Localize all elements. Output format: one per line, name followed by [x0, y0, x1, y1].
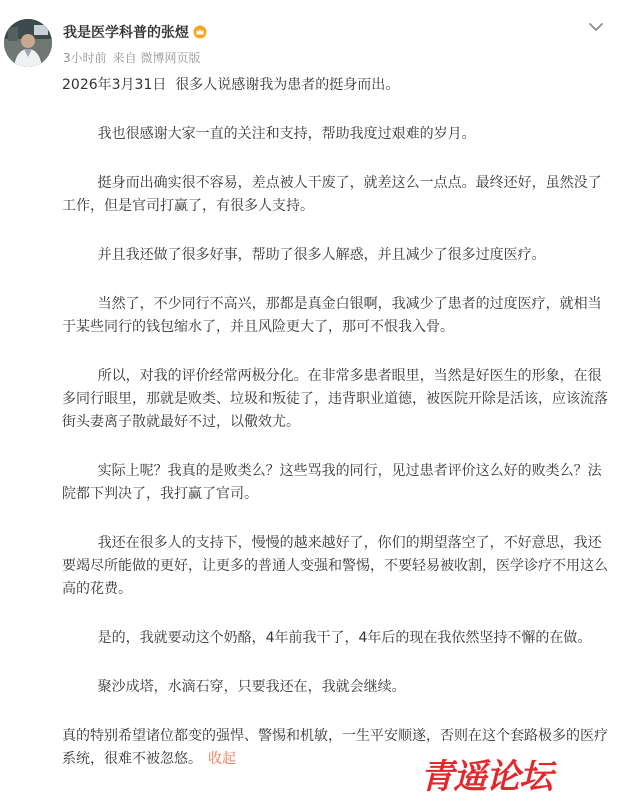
paragraph-1: 2026年3月31日 很多人说感谢我为患者的挺身而出。	[62, 77, 400, 93]
post-source: 来自 微博网页版	[112, 51, 201, 65]
chevron-down-icon	[585, 18, 607, 36]
paragraph-3: 挺身而出确实很不容易，差点被人干废了，就差这么一点点。最终还好，虽然没了工作，但是官司打赢了，有很多人支持。	[62, 175, 602, 214]
post-content	[62, 74, 610, 771]
avatar-photo-icon	[4, 19, 52, 67]
paragraph-10: 聚沙成塔，水滴石穿，只要我还在，我就会继续。	[62, 679, 406, 695]
author-name[interactable]	[63, 24, 207, 42]
avatar[interactable]	[4, 19, 52, 67]
paragraph-5: 当然了，不少同行不高兴，那都是真金白银啊，我减少了患者的过度医疗，就相当于某些同行的钱包缩水了，并且风险更大了，那可不恨我入骨。	[62, 296, 602, 335]
paragraph-2: 我也很感谢大家一直的关注和支持，帮助我度过艰难的岁月。	[62, 126, 476, 142]
more-options-button[interactable]	[585, 18, 607, 36]
watermark: 青遥论坛	[420, 757, 552, 797]
paragraph-7: 实际上呢？我真的是败类么？这些骂我的同行，见过患者评价这么好的败类么？法院都下判决了，我打赢了官司。	[62, 463, 602, 502]
post-time[interactable]: 3小时前	[63, 51, 107, 65]
collapse-link[interactable]: 收起	[208, 751, 236, 767]
post-meta	[63, 50, 200, 66]
paragraph-6: 所以，对我的评价经常两极分化。在非常多患者眼里，当然是好医生的形象，在很多同行眼里，那就是败类、垃圾和叛徒了，违背职业道德，被医院开除是活该，应该流落街头妻离子散就最好不过，以儆效尤。	[62, 368, 608, 430]
crown-badge-icon	[193, 25, 207, 39]
paragraph-9: 是的，我就要动这个奶酪，4年前我干了，4年后的现在我依然坚持不懈的在做。	[62, 630, 592, 646]
author-name-text: 我是医学科普的张煜	[63, 25, 189, 41]
paragraph-8: 我还在很多人的支持下，慢慢的越来越好了，你们的期望落空了，不好意思，我还要竭尽所能做的更好，让更多的普通人变强和警惕，不要轻易被收割，医学诊疗不用这么高的花费。	[62, 535, 608, 597]
post-header	[0, 0, 627, 75]
paragraph-11-text: 真的特别希望诸位都变的强悍、警惕和机敏，一生平安顺遂，否则在这个套路极多的医疗系统，很难不被忽悠。	[62, 728, 608, 767]
paragraph-4: 并且我还做了很多好事，帮助了很多人解惑，并且减少了很多过度医疗。	[62, 247, 546, 263]
